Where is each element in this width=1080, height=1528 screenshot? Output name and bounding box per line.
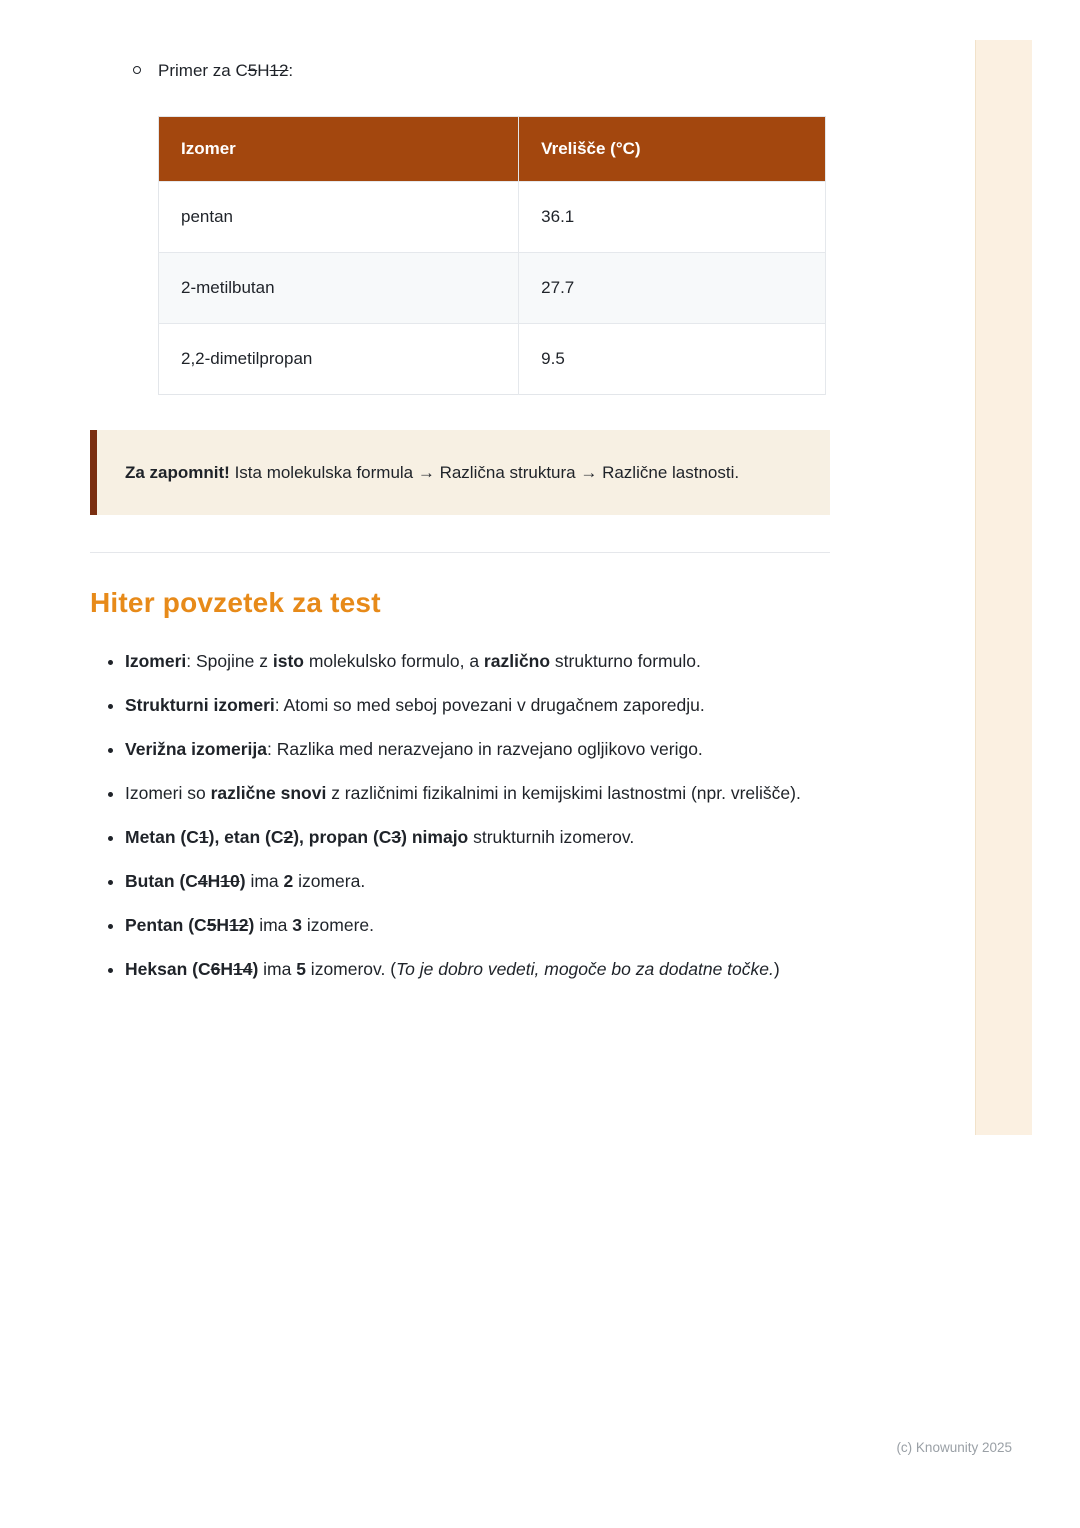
callout-note [90, 430, 830, 515]
summary-item [125, 953, 830, 985]
intro-text [158, 61, 293, 80]
table-cell: 9.5 [519, 324, 826, 395]
text-segment: 3 [292, 915, 303, 935]
summary-item [125, 733, 830, 765]
text-segment: 2 [283, 871, 294, 891]
text-segment: Za zapomnit! [125, 463, 230, 482]
text-segment: molekulsko formulo, a [303, 651, 484, 671]
text-segment: ) [239, 871, 246, 891]
text-segment: izomera. [293, 871, 366, 891]
text-segment: ima [258, 959, 297, 979]
text-segment: strukturno formulo. [550, 651, 701, 671]
text-segment: ), propan (C [293, 827, 392, 847]
summary-item [125, 777, 830, 809]
table-cell: 36.1 [519, 182, 826, 253]
text-segment: ), etan (C [208, 827, 284, 847]
summary-item [125, 909, 830, 941]
text-segment: 14 [232, 959, 253, 979]
text-segment: 12 [229, 915, 249, 935]
callout-text [125, 463, 739, 482]
summary-item [125, 865, 830, 897]
text-segment: ) [773, 959, 780, 979]
text-segment: H [207, 871, 221, 891]
text-segment: Strukturni izomeri [125, 695, 275, 715]
summary-list [90, 645, 830, 985]
text-segment: ) nimajo [401, 827, 469, 847]
section-heading: Hiter povzetek za test [90, 587, 381, 618]
text-segment: : Atomi so med seboj povezani v drugačnem zaporedju. [274, 695, 705, 715]
text-segment: To je dobro vedeti, mogoče bo za dodatne točke. [396, 959, 774, 979]
text-segment: Izomeri so [125, 783, 211, 803]
text-segment: H [216, 915, 230, 935]
text-segment: H [220, 959, 233, 979]
text-segment: 12 [269, 61, 289, 80]
text-segment: Verižna izomerija [125, 739, 268, 759]
table-cell: 2,2-dimetilpropan [159, 324, 519, 395]
text-segment: različno [483, 651, 551, 671]
text-segment: 5 [296, 959, 306, 979]
text-segment: ) [252, 959, 259, 979]
text-segment: 6 [210, 959, 221, 979]
text-segment: različne snovi [210, 783, 327, 803]
table-row [159, 253, 826, 324]
page-edge-decoration [975, 40, 1032, 1135]
section-divider [90, 552, 830, 553]
text-segment: : [288, 61, 294, 80]
text-segment: Butan (C [125, 871, 198, 891]
table-row [159, 182, 826, 253]
text-segment: ima [254, 915, 293, 935]
summary-item [125, 821, 830, 853]
document-content [90, 58, 830, 997]
text-segment: z različnimi fizikalnimi in kemijskimi lastnostmi (npr. vrelišče). [326, 783, 801, 803]
text-segment: Metan (C [125, 827, 199, 847]
text-segment: Heksan (C [125, 959, 211, 979]
table-body [159, 182, 826, 395]
summary-item [125, 689, 830, 721]
text-segment: isto [272, 651, 304, 671]
table-header-vrelisce: Vrelišče (°C) [519, 117, 826, 182]
text-segment: Primer za C [158, 61, 248, 80]
text-segment: 4 [197, 871, 208, 891]
text-segment: izomere. [302, 915, 374, 935]
table-header-row [159, 117, 826, 182]
bullet-circle-marker [133, 66, 141, 74]
table-header-izomer: Izomer [159, 117, 519, 182]
table-cell: pentan [159, 182, 519, 253]
text-segment: H [257, 61, 270, 80]
isomer-boiling-point-table [158, 116, 826, 395]
text-segment: strukturnih izomerov. [468, 827, 635, 847]
text-segment: izomerov. ( [305, 959, 397, 979]
text-segment: 5 [247, 61, 258, 80]
table-cell: 2-metilbutan [159, 253, 519, 324]
text-segment: 2 [283, 827, 294, 847]
list-item-intro [90, 58, 830, 84]
text-segment: Ista molekulska formula → Različna struktura → Različne lastnosti. [229, 463, 740, 482]
text-segment: ) [248, 915, 255, 935]
text-segment: : Spojine z [186, 651, 273, 671]
copyright-footer: (c) Knowunity 2025 [896, 1440, 1012, 1455]
text-segment: 1 [198, 827, 209, 847]
table-row [159, 324, 826, 395]
text-segment: Pentan (C [125, 915, 207, 935]
text-segment: 10 [220, 871, 240, 891]
text-segment: 5 [206, 915, 217, 935]
table-cell: 27.7 [519, 253, 826, 324]
text-segment: Izomeri [125, 651, 187, 671]
text-segment: : Razlika med nerazvejano in razvejano ogljikovo verigo. [267, 739, 703, 759]
text-segment: ima [245, 871, 284, 891]
text-segment: 3 [391, 827, 402, 847]
summary-item [125, 645, 830, 677]
